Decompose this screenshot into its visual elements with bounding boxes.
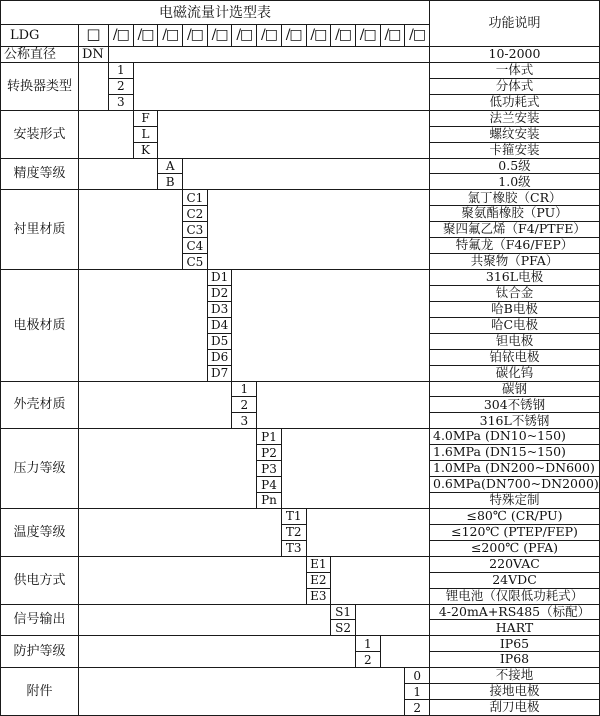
option-description: 哈B电极 [430, 302, 600, 318]
option-description: 钛合金 [430, 286, 600, 302]
option-code-box: T2 [282, 525, 307, 541]
option-code-box: E1 [307, 557, 332, 573]
option-code-box: 3 [109, 95, 134, 111]
option-description: 刮刀电极 [430, 700, 600, 716]
option-code-box: A [158, 159, 183, 175]
empty-cell [257, 382, 430, 430]
option-description: 分体式 [430, 79, 600, 95]
option-code-box: 2 [109, 79, 134, 95]
option-code-box: D7 [208, 366, 233, 382]
option-description: ≤80℃ (CR/PU) [430, 509, 600, 525]
category-label: 信号输出 [1, 605, 79, 637]
option-code-box: C2 [183, 206, 208, 222]
model-code-slot: /□ [405, 25, 430, 47]
option-code-box: P1 [257, 429, 282, 445]
option-description: 1.0级 [430, 174, 600, 190]
option-description: 特殊定制 [430, 493, 600, 509]
empty-cell [79, 429, 257, 509]
empty-cell [307, 509, 430, 557]
option-description: IP65 [430, 636, 600, 652]
option-description: 316L电极 [430, 270, 600, 286]
model-code-slot: /□ [232, 25, 257, 47]
option-description: 卡箍安装 [430, 143, 600, 159]
option-code-box: C3 [183, 222, 208, 238]
empty-cell [79, 636, 356, 668]
option-description: 聚四氟乙烯（F4/PTFE） [430, 222, 600, 238]
option-description: 4.0MPa (DN10~150) [430, 429, 600, 445]
empty-cell [79, 270, 208, 382]
option-description: 氯丁橡胶（CR） [430, 190, 600, 206]
option-code-box: P4 [257, 477, 282, 493]
option-description: 铂铱电极 [430, 350, 600, 366]
empty-cell [356, 605, 430, 637]
empty-cell [381, 636, 430, 668]
model-code-slot: /□ [158, 25, 183, 47]
empty-cell [79, 111, 134, 159]
dn-label: 公称直径 [1, 47, 79, 63]
option-description: 钽电极 [430, 334, 600, 350]
model-code-slot: /□ [331, 25, 356, 47]
dn-code: DN [79, 47, 109, 63]
option-description: 碳钢 [430, 382, 600, 398]
empty-cell [79, 382, 232, 430]
empty-cell [79, 63, 109, 111]
option-description: 220VAC [430, 557, 600, 573]
option-code-box: D1 [208, 270, 233, 286]
option-description: 304不锈钢 [430, 397, 600, 413]
option-code-box: 2 [232, 397, 257, 413]
option-description: 法兰安装 [430, 111, 600, 127]
option-description: 哈C电极 [430, 318, 600, 334]
option-description: 螺纹安装 [430, 127, 600, 143]
empty-cell [79, 190, 183, 270]
option-description: HART [430, 620, 600, 636]
option-code-box: D6 [208, 350, 233, 366]
option-code-box: P3 [257, 461, 282, 477]
option-code-box: 1 [356, 636, 381, 652]
option-description: 24VDC [430, 573, 600, 589]
empty-cell [134, 63, 430, 111]
model-code-slot: /□ [282, 25, 307, 47]
category-label: 衬里材质 [1, 190, 79, 270]
option-description: 不接地 [430, 668, 600, 684]
model-code-slot: /□ [257, 25, 282, 47]
model-prefix: LDG [1, 25, 79, 47]
option-code-box: C5 [183, 254, 208, 270]
dn-description: 10-2000 [430, 47, 600, 63]
option-code-box: D3 [208, 302, 233, 318]
option-description: 316L不锈钢 [430, 413, 600, 429]
option-code-box: 1 [405, 684, 430, 700]
option-description: 低功耗式 [430, 95, 600, 111]
category-label: 转换器类型 [1, 63, 79, 111]
option-description: 接地电极 [430, 684, 600, 700]
function-description-header: 功能说明 [430, 1, 600, 47]
option-code-box: D5 [208, 334, 233, 350]
option-code-box: B [158, 174, 183, 190]
option-description: ≤200℃ (PFA) [430, 541, 600, 557]
empty-cell [208, 190, 430, 270]
empty-cell [79, 557, 307, 605]
option-description: 一体式 [430, 63, 600, 79]
option-description: 聚氨酯橡胶（PU） [430, 206, 600, 222]
category-label: 供电方式 [1, 557, 79, 605]
category-label: 安装形式 [1, 111, 79, 159]
option-code-box: T1 [282, 509, 307, 525]
option-code-box: E2 [307, 573, 332, 589]
empty-cell [331, 557, 430, 605]
option-code-box: S2 [331, 620, 356, 636]
category-label: 附件 [1, 668, 79, 716]
option-code-box: E3 [307, 589, 332, 605]
option-description: 特氟龙（F46/FEP） [430, 238, 600, 254]
empty-cell [79, 605, 331, 637]
model-code-slot: /□ [208, 25, 233, 47]
empty-cell [232, 270, 430, 382]
option-description: IP68 [430, 652, 600, 668]
category-label: 温度等级 [1, 509, 79, 557]
model-code-slot: /□ [381, 25, 406, 47]
category-label: 防护等级 [1, 636, 79, 668]
option-code-box: T3 [282, 541, 307, 557]
model-code-slot: /□ [307, 25, 332, 47]
option-description: 0.6MPa(DN700~DN2000) [430, 477, 600, 493]
option-code-box: C4 [183, 238, 208, 254]
option-description: 1.6MPa (DN15~150) [430, 445, 600, 461]
option-code-box: D4 [208, 318, 233, 334]
model-code-slot: /□ [356, 25, 381, 47]
option-code-box: 2 [356, 652, 381, 668]
option-code-box: P2 [257, 445, 282, 461]
option-description: 碳化钨 [430, 366, 600, 382]
option-code-box: D2 [208, 286, 233, 302]
option-description: 共聚物（PFA） [430, 254, 600, 270]
table-title: 电磁流量计选型表 [1, 1, 430, 25]
model-code-box: □ [79, 25, 109, 47]
option-code-box: L [134, 127, 159, 143]
model-code-slot: /□ [183, 25, 208, 47]
category-label: 精度等级 [1, 159, 79, 191]
option-code-box: C1 [183, 190, 208, 206]
option-description: 1.0MPa (DN200~DN600) [430, 461, 600, 477]
option-code-box: 1 [232, 382, 257, 398]
option-description: 0.5级 [430, 159, 600, 175]
empty-cell [109, 47, 430, 63]
option-code-box: F [134, 111, 159, 127]
empty-cell [79, 668, 405, 716]
option-description: ≤120℃ (PTEP/FEP) [430, 525, 600, 541]
option-code-box: 2 [405, 700, 430, 716]
option-description: 4-20mA+RS485（标配） [430, 605, 600, 621]
model-code-slot: /□ [134, 25, 159, 47]
option-code-box: 3 [232, 413, 257, 429]
model-code-slot: /□ [109, 25, 134, 47]
option-code-box: 0 [405, 668, 430, 684]
category-label: 压力等级 [1, 429, 79, 509]
empty-cell [79, 509, 282, 557]
empty-cell [183, 159, 430, 191]
category-label: 电极材质 [1, 270, 79, 382]
option-code-box: S1 [331, 605, 356, 621]
option-description: 锂电池（仅限低功耗式） [430, 589, 600, 605]
empty-cell [158, 111, 430, 159]
empty-cell [79, 159, 158, 191]
option-code-box: K [134, 143, 159, 159]
option-code-box: 1 [109, 63, 134, 79]
empty-cell [282, 429, 430, 509]
category-label: 外壳材质 [1, 382, 79, 430]
option-code-box: Pn [257, 493, 282, 509]
